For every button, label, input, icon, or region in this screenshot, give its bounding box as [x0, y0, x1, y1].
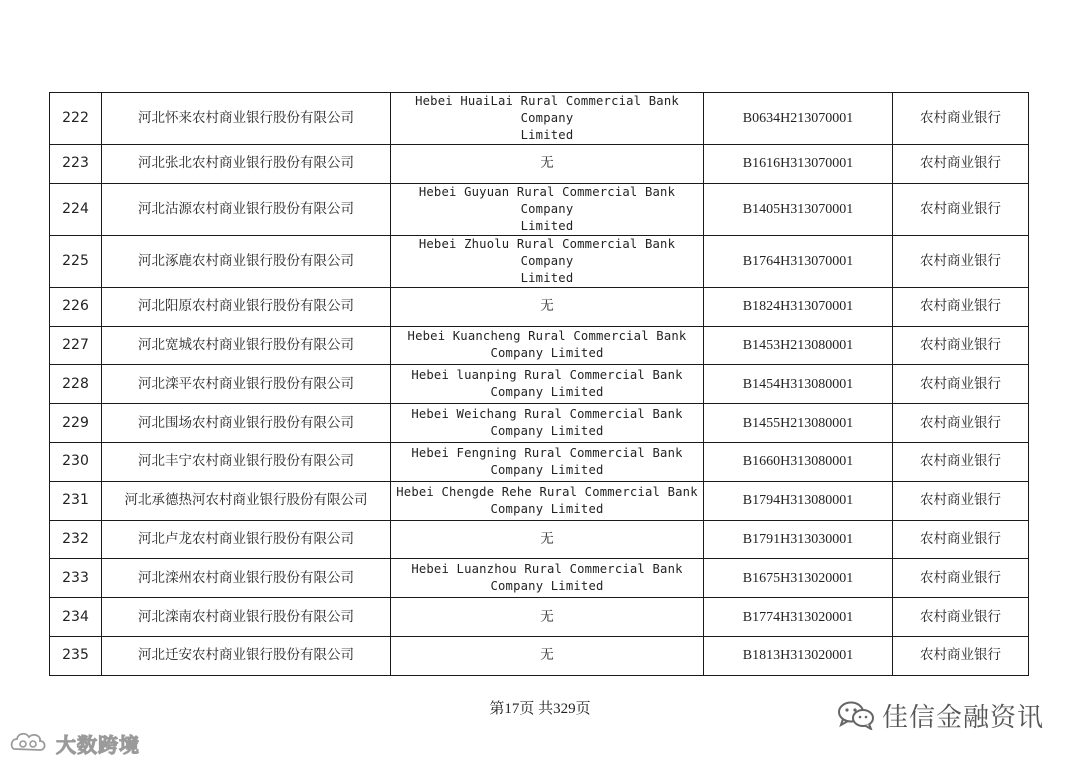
bank-name-cn: 河北怀来农村商业银行股份有限公司 [102, 93, 391, 145]
table-row [50, 365, 1029, 404]
institution-code: B1405H313070001 [704, 183, 893, 235]
institution-code: B1660H313080001 [704, 442, 893, 481]
bank-name-en [391, 183, 704, 235]
institution-code: B0634H213070001 [704, 93, 893, 145]
table-row [50, 636, 1029, 675]
bank-name-en-line: Company Limited [490, 385, 604, 400]
row-number: 225 [50, 235, 102, 287]
institution-code: B1813H313020001 [704, 636, 893, 675]
watermark-left-text: 大数跨境 [56, 732, 140, 757]
institution-code: B1824H313070001 [704, 287, 893, 326]
bank-table-body [50, 93, 1029, 676]
bank-name-en-line: Hebei Kuancheng Rural Commercial Bank [407, 329, 687, 344]
bank-name-cn: 河北围场农村商业银行股份有限公司 [102, 404, 391, 443]
bank-name-en-line: 无 [540, 608, 554, 625]
row-number: 223 [50, 145, 102, 184]
table-row [50, 326, 1029, 365]
institution-type: 农村商业银行 [893, 598, 1029, 637]
cloud-logo-icon [8, 729, 52, 757]
institution-type: 农村商业银行 [893, 183, 1029, 235]
bank-name-en-line: Hebei Luanzhou Rural Commercial Bank [411, 562, 683, 577]
bank-name-en-line: Limited [520, 218, 574, 233]
institution-code: B1453H213080001 [704, 326, 893, 365]
watermark-left [8, 727, 140, 759]
bank-name-en-line: Company Limited [490, 462, 604, 477]
row-number: 224 [50, 183, 102, 235]
bank-name-en [391, 442, 704, 481]
bank-name-cn: 河北滦州农村商业银行股份有限公司 [102, 559, 391, 598]
bank-name-en [391, 287, 704, 326]
institution-type: 农村商业银行 [893, 145, 1029, 184]
bank-name-en-line: Hebei Zhuolu Rural Commercial Bank Company [418, 236, 676, 268]
bank-name-en-line: 无 [540, 530, 554, 547]
row-number: 230 [50, 442, 102, 481]
bank-name-en-line: Limited [520, 128, 574, 142]
bank-name-en-line: Hebei Weichang Rural Commercial Bank [411, 407, 683, 422]
bank-name-en [391, 559, 704, 598]
bank-name-cn: 河北张北农村商业银行股份有限公司 [102, 145, 391, 184]
institution-code: B1764H313070001 [704, 235, 893, 287]
wechat-icon [836, 700, 876, 730]
table-row [50, 481, 1029, 520]
institution-type: 农村商业银行 [893, 93, 1029, 145]
bank-name-cn: 河北沽源农村商业银行股份有限公司 [102, 183, 391, 235]
bank-name-cn: 河北阳原农村商业银行股份有限公司 [102, 287, 391, 326]
institution-type: 农村商业银行 [893, 404, 1029, 443]
bank-name-en-line: 无 [540, 298, 554, 315]
bank-name-en [391, 520, 704, 559]
row-number: 222 [50, 93, 102, 145]
bank-name-en [391, 326, 704, 365]
institution-code: B1454H313080001 [704, 365, 893, 404]
institution-type: 农村商业银行 [893, 636, 1029, 675]
table-row [50, 442, 1029, 481]
bank-name-en [391, 145, 704, 184]
table-row [50, 93, 1029, 145]
bank-name-en-line: Company Limited [490, 346, 604, 361]
bank-name-en-line: Limited [520, 270, 574, 285]
watermark-right [836, 697, 1044, 733]
row-number: 226 [50, 287, 102, 326]
row-number: 232 [50, 520, 102, 559]
institution-type: 农村商业银行 [893, 365, 1029, 404]
bank-name-en [391, 598, 704, 637]
bank-name-cn: 河北滦南农村商业银行股份有限公司 [102, 598, 391, 637]
table-row [50, 598, 1029, 637]
bank-name-en [391, 481, 704, 520]
institution-code: B1616H313070001 [704, 145, 893, 184]
row-number: 228 [50, 365, 102, 404]
institution-type: 农村商业银行 [893, 520, 1029, 559]
bank-name-en-line: Hebei Guyuan Rural Commercial Bank Company [418, 184, 676, 216]
watermark-right-text: 佳信金融资讯 [882, 702, 1045, 733]
institution-code: B1455H213080001 [704, 404, 893, 443]
row-number: 227 [50, 326, 102, 365]
table-row [50, 183, 1029, 235]
row-number: 234 [50, 598, 102, 637]
table-row [50, 287, 1029, 326]
bank-name-en [391, 93, 704, 145]
institution-code: B1675H313020001 [704, 559, 893, 598]
bank-name-cn: 河北卢龙农村商业银行股份有限公司 [102, 520, 391, 559]
institution-type: 农村商业银行 [893, 481, 1029, 520]
bank-name-en-line: Hebei Chengde Rehe Rural Commercial Bank [396, 484, 698, 499]
bank-name-cn: 河北涿鹿农村商业银行股份有限公司 [102, 235, 391, 287]
bank-name-en-line: Company Limited [490, 579, 604, 594]
bank-table-container [49, 92, 1028, 676]
bank-name-en [391, 365, 704, 404]
bank-name-en [391, 636, 704, 675]
bank-name-en-line: 无 [540, 155, 554, 172]
bank-name-cn: 河北承德热河农村商业银行股份有限公司 [102, 481, 391, 520]
institution-type: 农村商业银行 [893, 287, 1029, 326]
row-number: 229 [50, 404, 102, 443]
institution-code: B1794H313080001 [704, 481, 893, 520]
table-row [50, 520, 1029, 559]
bank-name-en-line: 无 [540, 647, 554, 664]
row-number: 233 [50, 559, 102, 598]
institution-type: 农村商业银行 [893, 442, 1029, 481]
bank-name-cn: 河北宽城农村商业银行股份有限公司 [102, 326, 391, 365]
table-row [50, 559, 1029, 598]
institution-type: 农村商业银行 [893, 326, 1029, 365]
table-row [50, 404, 1029, 443]
row-number: 231 [50, 481, 102, 520]
bank-name-en-line: Hebei HuaiLai Rural Commercial Bank Company [415, 94, 679, 125]
bank-name-en-line: Hebei luanping Rural Commercial Bank [411, 368, 683, 383]
bank-name-en [391, 235, 704, 287]
institution-code: B1791H313030001 [704, 520, 893, 559]
institution-type: 农村商业银行 [893, 235, 1029, 287]
page-number: 第17页 共329页 [489, 701, 591, 717]
bank-name-cn: 河北丰宁农村商业银行股份有限公司 [102, 442, 391, 481]
bank-name-cn: 河北滦平农村商业银行股份有限公司 [102, 365, 391, 404]
bank-name-cn: 河北迁安农村商业银行股份有限公司 [102, 636, 391, 675]
table-row [50, 235, 1029, 287]
bank-name-en-line: Hebei Fengning Rural Commercial Bank [411, 445, 683, 460]
bank-name-en-line: Company Limited [490, 501, 604, 516]
row-number: 235 [50, 636, 102, 675]
institution-type: 农村商业银行 [893, 559, 1029, 598]
bank-name-en [391, 404, 704, 443]
institution-code: B1774H313020001 [704, 598, 893, 637]
bank-table [49, 92, 1029, 676]
bank-name-en-line: Company Limited [490, 424, 604, 439]
table-row [50, 145, 1029, 184]
